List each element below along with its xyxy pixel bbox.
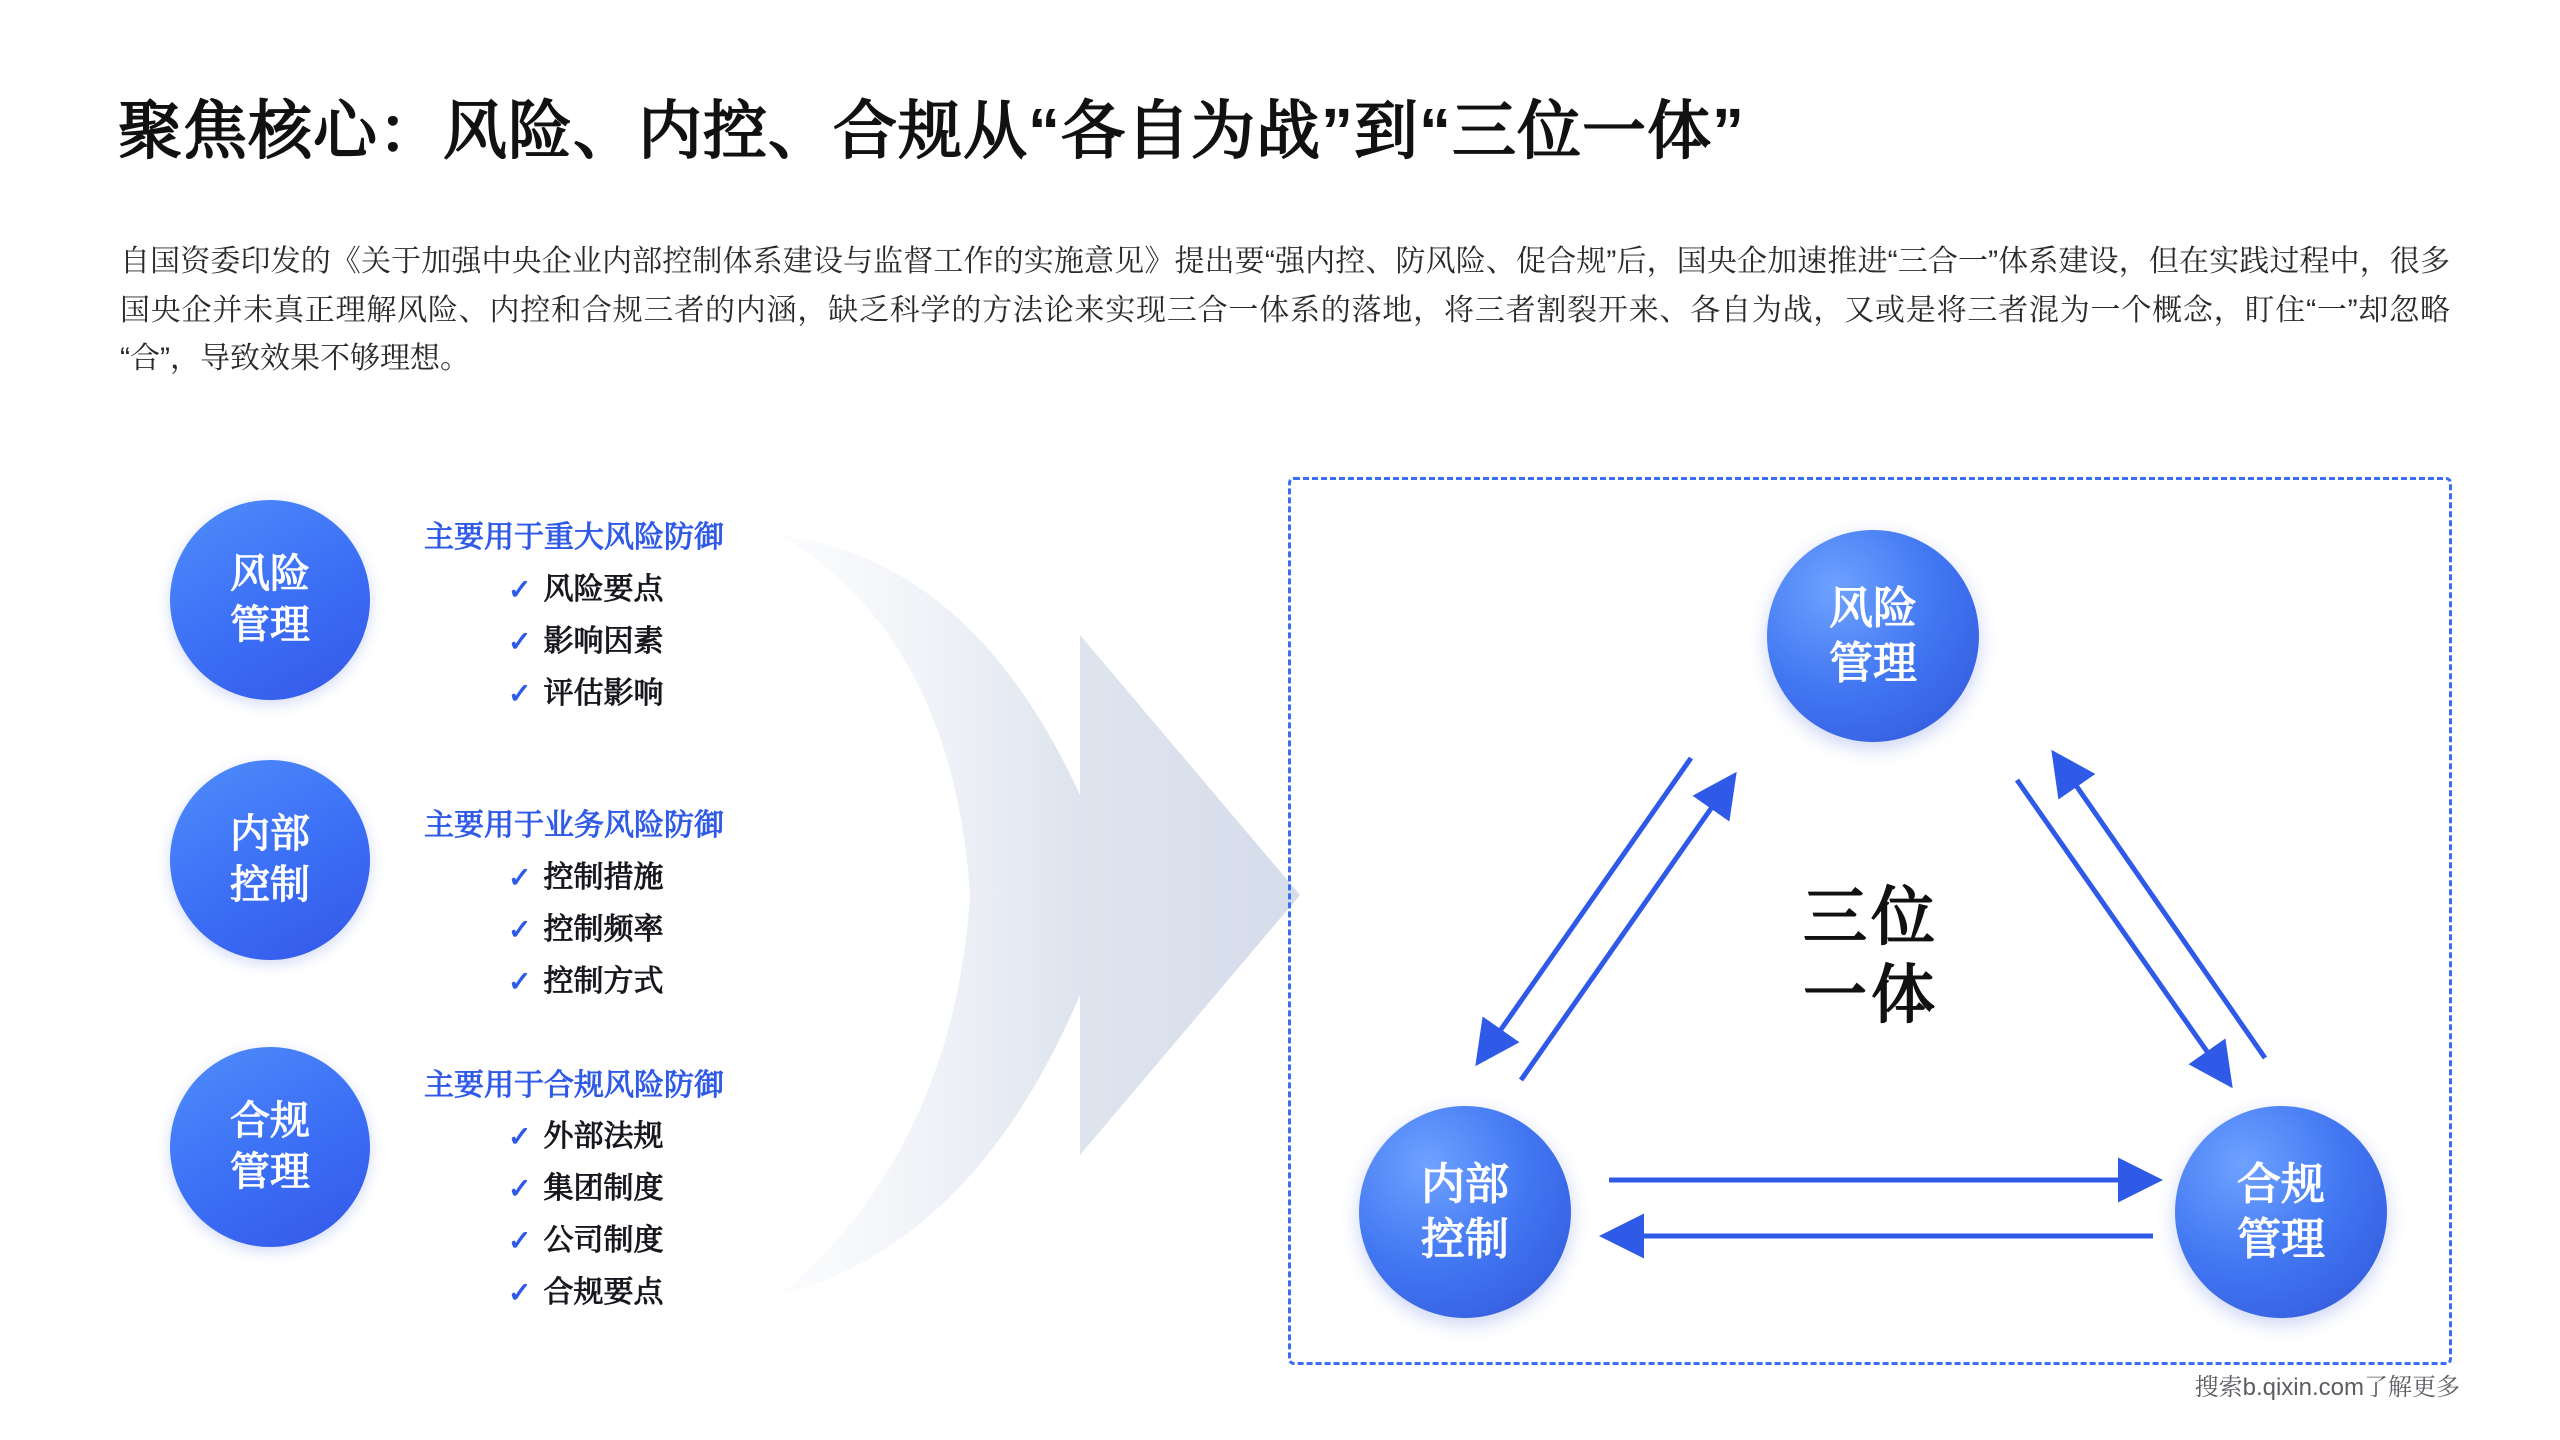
check-icon: ✓ (508, 1225, 532, 1256)
node-internal-control (1359, 1106, 1571, 1318)
list-item-label: 风险要点 (543, 573, 664, 606)
bubble-line-1: 内部 (230, 811, 310, 856)
bullet-list-risk (508, 575, 663, 731)
list-item (508, 1226, 663, 1256)
list-item-label: 合规要点 (543, 1276, 664, 1309)
check-icon: ✓ (508, 862, 532, 893)
center-line-2: 一体 (1803, 959, 1939, 1032)
bubble-risk-management (170, 500, 370, 700)
check-icon: ✓ (508, 678, 532, 709)
node-line-1: 合规 (2237, 1160, 2325, 1209)
node-risk-management (1767, 530, 1979, 742)
check-icon: ✓ (508, 966, 532, 997)
list-item-label: 控制措施 (543, 861, 664, 894)
list-item-label: 评估影响 (543, 677, 664, 710)
center-line-1: 三位 (1803, 881, 1939, 953)
list-item-label: 控制方式 (543, 965, 664, 998)
bubble-line-1: 合规 (230, 1098, 310, 1143)
center-label (1721, 878, 2021, 1034)
group-heading-internal: 主要用于业务风险防御 (424, 809, 724, 842)
list-item-label: 影响因素 (543, 625, 664, 658)
transition-arrow-icon (780, 495, 1320, 1355)
check-icon: ✓ (508, 626, 532, 657)
trinity-diagram-panel (1288, 477, 2452, 1365)
list-item-label: 集团制度 (543, 1172, 664, 1205)
group-heading-compliance: 主要用于合规风险防御 (424, 1069, 724, 1102)
list-item-label: 公司制度 (543, 1224, 664, 1257)
bubble-line-2: 控制 (230, 863, 310, 907)
bubble-line-2: 管理 (230, 1150, 310, 1194)
list-item (508, 575, 663, 605)
bubble-compliance-management (170, 1047, 370, 1247)
list-item-label: 控制频率 (543, 913, 664, 946)
node-line-2: 管理 (1829, 639, 1917, 688)
list-item (508, 1278, 663, 1308)
check-icon: ✓ (508, 1173, 532, 1204)
node-compliance-management (2175, 1106, 2387, 1318)
page-title: 聚焦核心：风险、内控、合规从“各自为战”到“三位一体” (118, 95, 1745, 167)
list-item (508, 679, 663, 709)
list-item (508, 1122, 663, 1152)
bullet-list-compliance (508, 1122, 663, 1330)
node-line-1: 风险 (1829, 584, 1917, 633)
list-item (508, 627, 663, 657)
group-heading-risk: 主要用于重大风险防御 (424, 521, 724, 554)
bubble-internal-control (170, 760, 370, 960)
list-item (508, 1174, 663, 1204)
list-item (508, 915, 663, 945)
check-icon: ✓ (508, 574, 532, 605)
list-item-label: 外部法规 (543, 1120, 664, 1153)
list-item (508, 967, 663, 997)
node-line-1: 内部 (1421, 1160, 1509, 1209)
footer-note: 搜索b.qixin.com了解更多 (2194, 1374, 2460, 1401)
check-icon: ✓ (508, 914, 532, 945)
check-icon: ✓ (508, 1277, 532, 1308)
intro-paragraph: 自国资委印发的《关于加强中央企业内部控制体系建设与监督工作的实施意见》提出要“强内控、防风险、促合规”后，国央企加速推进“三合一”体系建设，但在实践过程中，很多国央企并未真正理解风险、内控和合规三者的内涵，缺乏科学的方法论来实现三合一体系的落地，将三者割裂开来、各自为战，又或是将三者混为一个概念，盯住“一”却忽略“合”，导致效果不够理想。 (120, 245, 2450, 376)
list-item (508, 863, 663, 893)
bubble-line-1: 风险 (230, 551, 310, 596)
bubble-line-2: 管理 (230, 603, 310, 647)
node-line-2: 管理 (2237, 1215, 2325, 1264)
bullet-list-internal (508, 863, 663, 1019)
node-line-2: 控制 (1421, 1215, 1509, 1264)
check-icon: ✓ (508, 1121, 532, 1152)
